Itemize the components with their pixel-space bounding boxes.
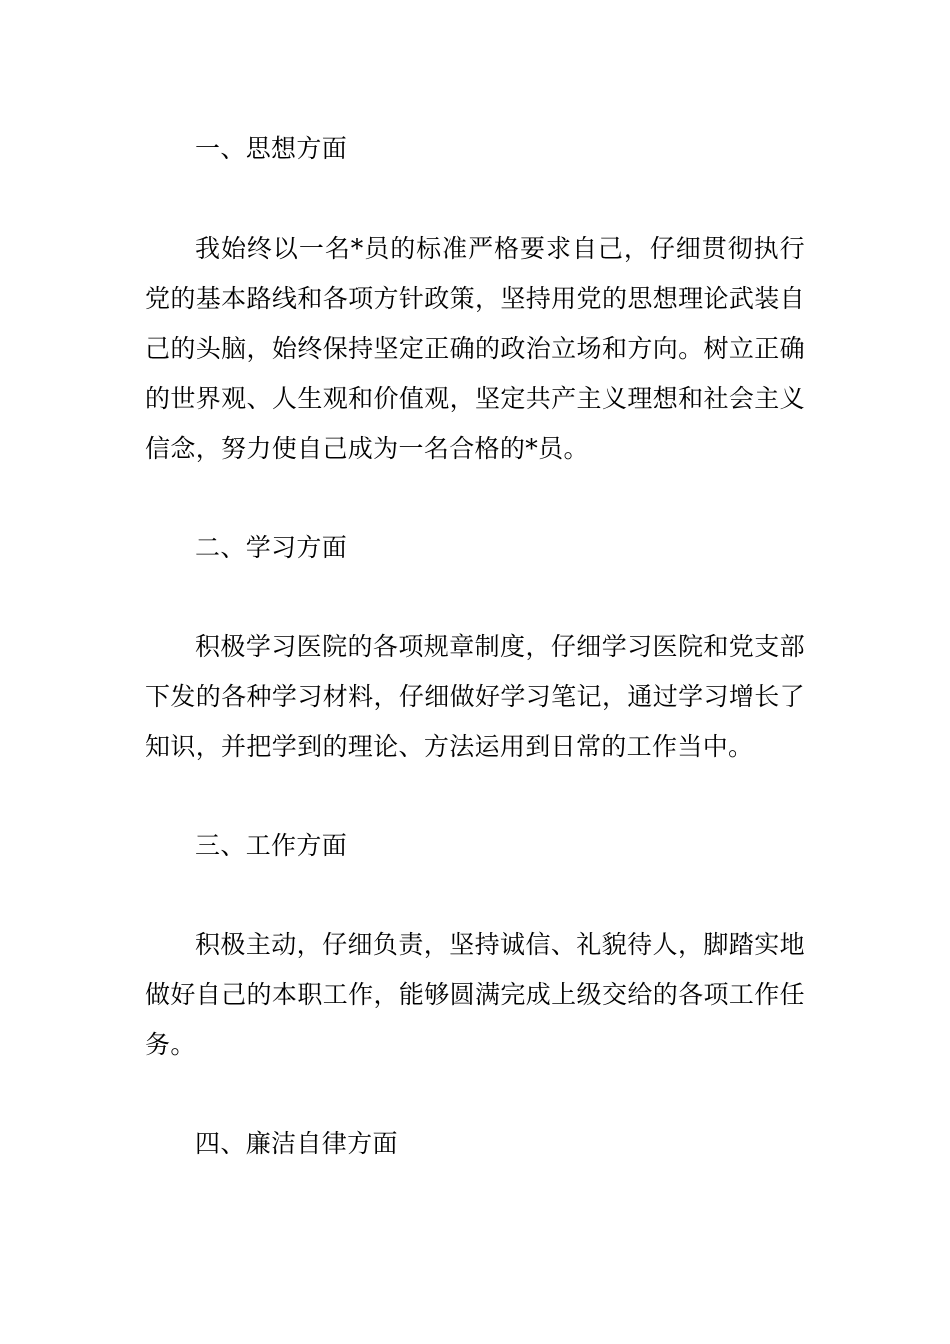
section-heading-1: 一、思想方面 [195, 134, 348, 163]
section-paragraph-1: 我始终以一名*员的标准严格要求自己，仔细贯彻执行党的基本路线和各项方针政策，坚持用党的思想理论武装自己的头脑，始终保持坚定正确的政治立场和方向。树立正确的世界观、人生观和价值观，坚定共产主义理想和社会主义信念，努力使自己成为一名合格的*员。 [145, 234, 805, 463]
section-heading-3: 三、工作方面 [195, 831, 348, 860]
section-paragraph-3: 积极主动，仔细负责，坚持诚信、礼貌待人，脚踏实地做好自己的本职工作，能够圆满完成上级交给的各项工作任务。 [145, 930, 805, 1059]
section-heading-2: 二、学习方面 [195, 533, 348, 562]
section-paragraph-2: 积极学习医院的各项规章制度，仔细学习医院和党支部下发的各种学习材料，仔细做好学习笔记，通过学习增长了知识，并把学到的理论、方法运用到日常的工作当中。 [145, 632, 805, 761]
section-heading-4: 四、廉洁自律方面 [195, 1129, 398, 1158]
